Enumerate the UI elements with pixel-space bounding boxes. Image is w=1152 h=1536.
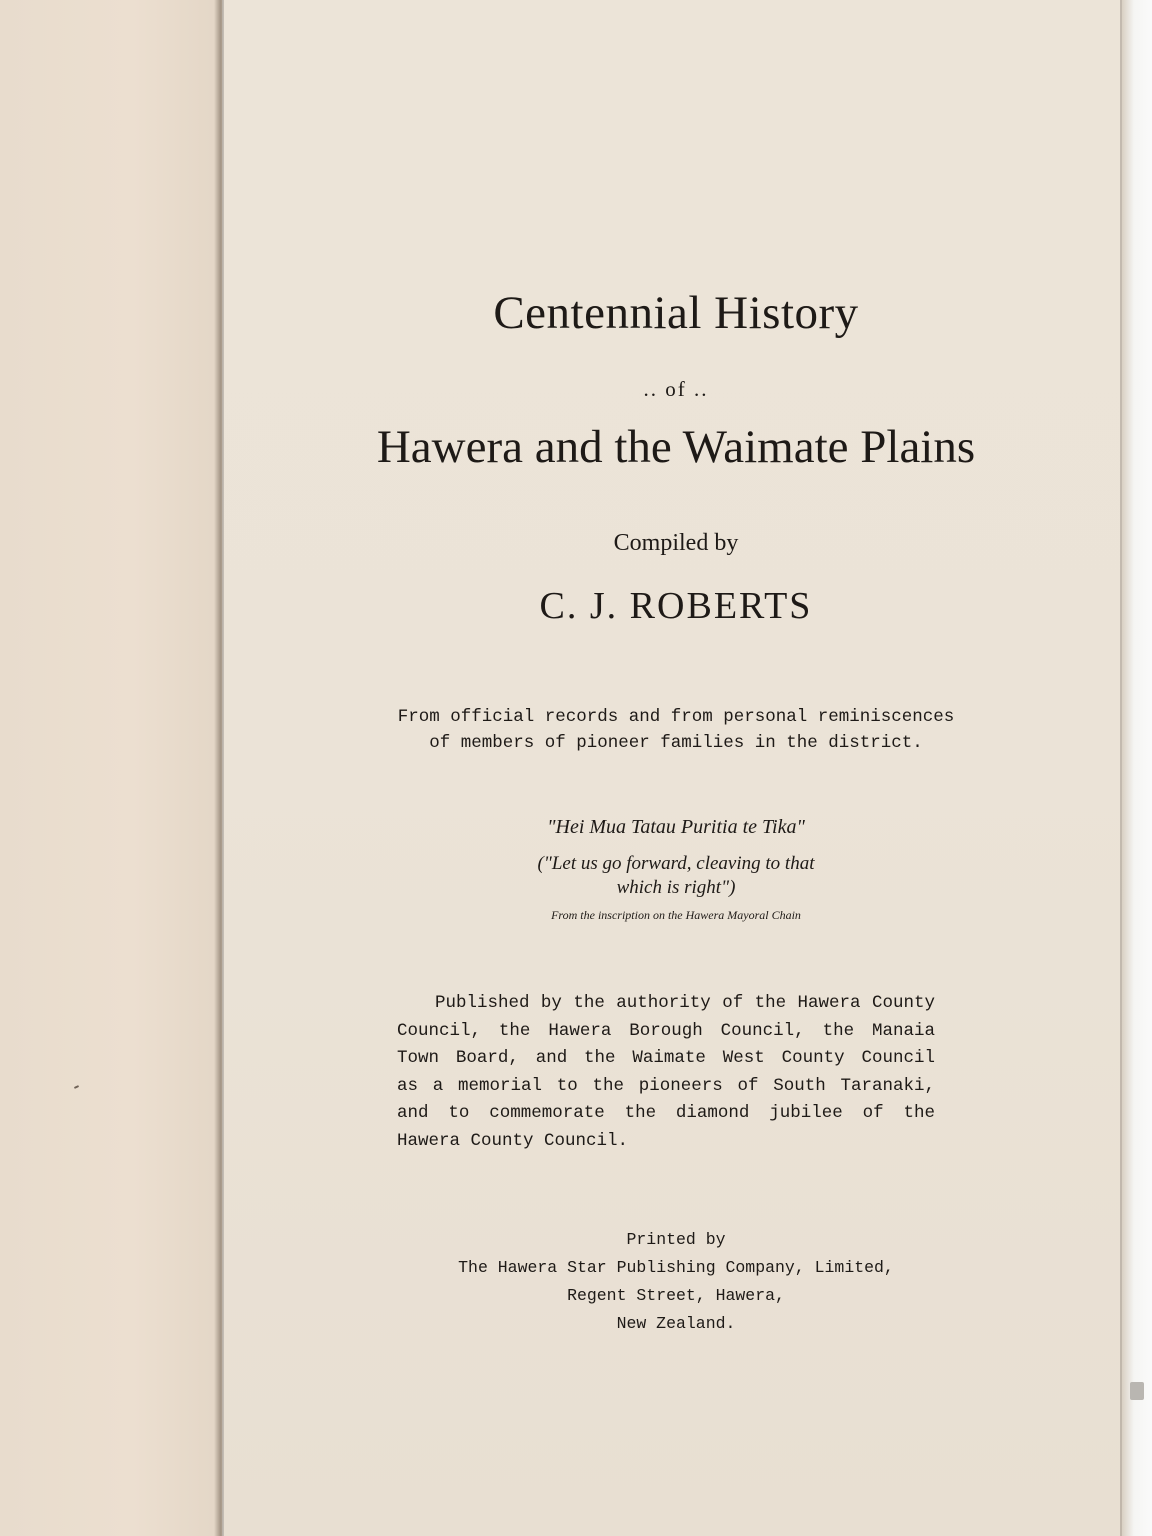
publication-line: as a memorial to the pioneers of South Taranaki, bbox=[397, 1075, 935, 1096]
title-line-2: Hawera and the Waimate Plains bbox=[376, 421, 976, 473]
printer-line: New Zealand. bbox=[616, 1314, 736, 1333]
publication-statement bbox=[397, 990, 935, 1155]
publication-line: Hawera County Council. bbox=[397, 1130, 629, 1151]
motto-translation-line: ("Let us go forward, cleaving to that bbox=[537, 853, 815, 874]
motto-source: From the inscription on the Hawera Mayoral Chain bbox=[551, 908, 801, 922]
description-line: From official records and from personal reminiscences bbox=[397, 707, 955, 727]
author-name: C. J. ROBERTS bbox=[539, 585, 813, 627]
edge-mark bbox=[1130, 1382, 1144, 1400]
publication-line: and to commemorate the diamond jubilee of the bbox=[397, 1103, 935, 1123]
publication-line: Council, the Hawera Borough Council, the Manaia bbox=[397, 1020, 935, 1041]
title-connector: .. of .. bbox=[643, 377, 709, 401]
left-page bbox=[0, 0, 222, 1536]
description bbox=[224, 704, 1128, 756]
publication-line: Town Board, and the Waimate West County Council bbox=[397, 1048, 935, 1068]
compiled-by: Compiled by bbox=[613, 530, 739, 556]
description-line: of members of pioneer families in the district. bbox=[429, 733, 923, 753]
motto-translation bbox=[224, 852, 1128, 900]
printer-line: Printed by bbox=[626, 1230, 726, 1249]
printer-imprint bbox=[224, 1226, 1128, 1338]
title-line-1: Centennial History bbox=[493, 287, 859, 339]
paper-fleck bbox=[74, 1085, 79, 1089]
motto: "Hei Mua Tatau Puritia te Tika" bbox=[547, 816, 805, 838]
printer-line: Regent Street, Hawera, bbox=[567, 1286, 785, 1305]
printer-line: The Hawera Star Publishing Company, Limited, bbox=[458, 1258, 894, 1277]
motto-translation-line: which is right") bbox=[616, 877, 736, 898]
publication-line: Published by the authority of the Hawera County bbox=[435, 993, 935, 1013]
